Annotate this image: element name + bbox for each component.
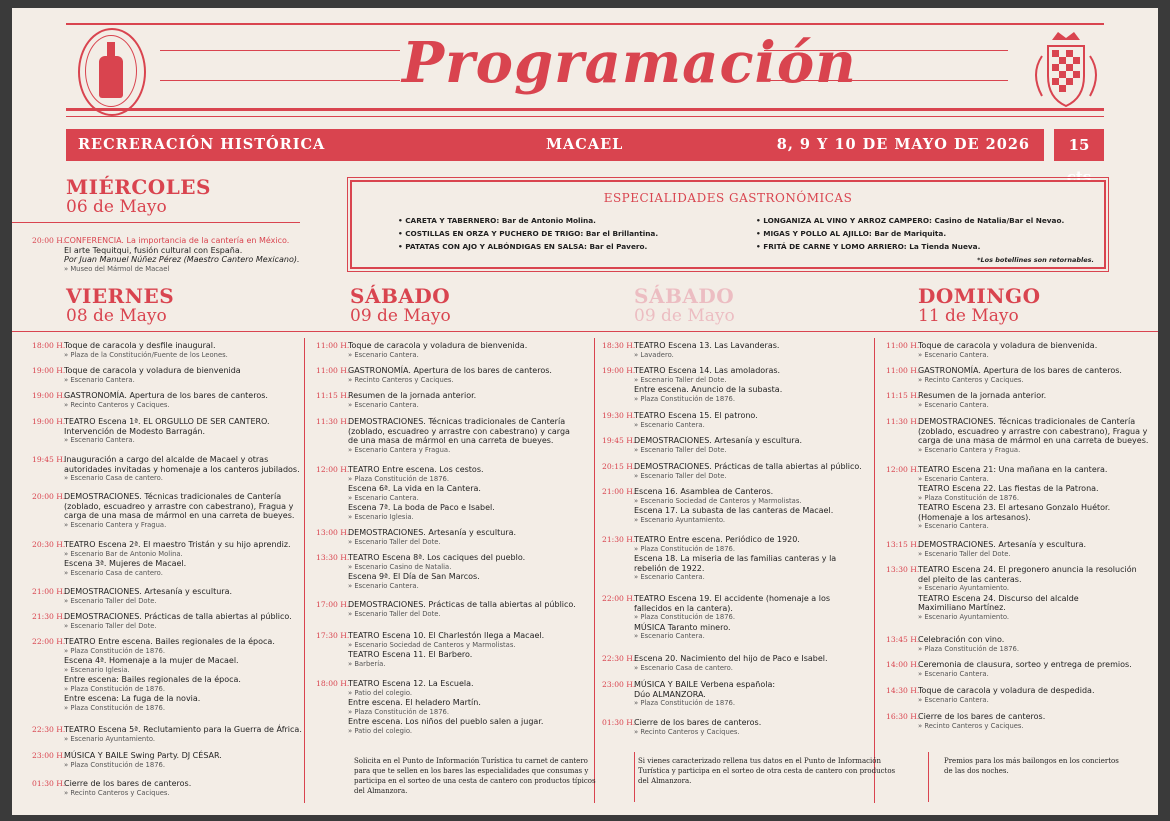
footer-line: del Almanzora. <box>638 777 692 785</box>
event-title: Resumen de la jornada anterior. <box>348 391 477 400</box>
event-title: TEATRO Escena 21: Una mañana en la cantera. <box>918 465 1108 474</box>
day-date-wednesday: 06 de Mayo <box>66 197 167 217</box>
event-time: 13:45 H. <box>886 635 920 644</box>
rule-under-title-thin <box>66 116 1104 117</box>
band-town: MACAEL <box>546 136 624 153</box>
day-name-saturday-faded: SÁBADO <box>634 284 735 308</box>
event-title: TEATRO Escena 15. El patrono. <box>634 411 758 420</box>
event-venue: » Escenario Casa de cantero. <box>634 663 733 672</box>
event-venue: » Escenario Cantera. <box>918 474 989 483</box>
gastro-item: • COSTILLAS EN ORZA Y PUCHERO DE TRIGO: Bar el Brillantina. <box>398 229 659 238</box>
days-rule <box>12 331 1158 332</box>
event-title: DEMOSTRACIONES. Técnicas tradicionales de Cantería <box>918 417 1136 426</box>
gastronomy-box <box>350 180 1106 269</box>
event-time: 21:30 H. <box>602 535 636 544</box>
gastro-item: • CARETA Y TABERNERO: Bar de Antonio Molina. <box>398 216 596 225</box>
event-time: 11:00 H. <box>316 366 350 375</box>
event-time: 18:00 H. <box>32 341 66 350</box>
rule-under-title <box>66 108 1104 111</box>
header-band <box>66 129 1044 161</box>
footer-line: Solicita en el Punto de Información Turística tu carnet de cantero <box>354 757 588 765</box>
event-title: TEATRO Escena 14. Las amoladoras. <box>634 366 781 375</box>
event-venue: » Escenario Sociedad de Canteros y Marmolistas. <box>634 496 802 505</box>
event-time: 01:30 H. <box>32 779 66 788</box>
event-title: Escena 3ª. Mujeres de Macael. <box>64 559 187 568</box>
event-title: DEMOSTRACIONES. Artesanía y escultura. <box>64 587 233 596</box>
event-venue: » Escenario Ayuntamiento. <box>918 612 1010 621</box>
event-time: 11:15 H. <box>886 391 920 400</box>
event-title: del pleito de las canteras. <box>918 574 1022 584</box>
event-title: Entre escena: Bailes regionales de la época. <box>64 675 241 684</box>
event-title: DEMOSTRACIONES. Prácticas de talla abiertas al público. <box>348 600 576 609</box>
event-title: Dúo ALMANZORA. <box>634 689 706 699</box>
event-venue: » Escenario Cantera. <box>348 493 419 502</box>
event-title: DEMOSTRACIONES. Prácticas de talla abiertas al público. <box>634 462 862 471</box>
event-title: TEATRO Entre escena. Bailes regionales de la época. <box>64 637 275 646</box>
event-time: 19:45 H. <box>32 455 66 464</box>
event-time: 22:30 H. <box>32 725 66 734</box>
event-title: TEATRO Escena 8ª. Los caciques del pueblo. <box>348 553 526 562</box>
event-title: Entre escena: La fuga de la novia. <box>64 694 201 703</box>
event-venue: » Recinto Canteros y Caciques. <box>918 375 1024 384</box>
gastronomy-title: ESPECIALIDADES GASTRONÓMICAS <box>603 191 853 205</box>
event-title: Toque de caracola y desfile inaugural. <box>64 341 216 350</box>
event-title: Entre escena. Anuncio de la subasta. <box>634 385 783 394</box>
event-venue: » Patio del colegio. <box>348 726 413 735</box>
event-venue: » Plaza Constitución de 1876. <box>918 644 1020 653</box>
event-title: TEATRO Escena 1ª. EL ORGULLO DE SER CANTERO. <box>64 417 270 426</box>
event-time: 20:15 H. <box>602 462 636 471</box>
event-venue: » Plaza Constitución de 1876. <box>634 699 736 707</box>
event-title: TEATRO Escena 11. El Barbero. <box>348 650 473 659</box>
event-venue: » Escenario Ayuntamiento. <box>918 584 1010 592</box>
event-title: MÚSICA Y BAILE Verbena española: <box>634 680 776 689</box>
event-title: Escena 18. La miseria de las familias canteras y la <box>634 554 837 563</box>
event-venue: » Plaza Constitución de 1876. <box>918 493 1020 502</box>
event-venue: » Escenario Taller del Dote. <box>348 609 441 618</box>
coat-of-arms-icon <box>1022 26 1110 114</box>
event-time: 11:15 H. <box>316 391 350 400</box>
event-venue: » Plaza Constitución de 1876. <box>64 684 166 693</box>
event-title: Entre escena. Los niños del pueblo salen a jugar. <box>348 717 544 726</box>
event-venue: » Recinto Canteros y Caciques. <box>64 788 170 797</box>
event-venue: » Escenario Cantera. <box>348 400 419 409</box>
event-venue: » Plaza Constitución de 1876. <box>634 394 736 403</box>
event-venue: » Escenario Taller del Dote. <box>634 445 727 454</box>
event-title: Resumen de la jornada anterior. <box>918 391 1047 400</box>
band-dates: 8, 9 Y 10 DE MAYO DE 2026 <box>776 136 1030 153</box>
event-title: TEATRO Escena 24. El pregonero anuncia la resolución <box>918 565 1137 574</box>
event-venue: » Recinto Canteros y Caciques. <box>634 727 740 736</box>
event-venue: » Escenario Sociedad de Canteros y Marmolistas. <box>348 640 516 649</box>
event-time: 14:30 H. <box>886 686 920 695</box>
event-venue: » Escenario Ayuntamiento. <box>634 515 726 524</box>
event-time: 19:00 H. <box>32 366 66 375</box>
event-title: GASTRONOMÍA. Apertura de los bares de canteros. <box>348 366 552 375</box>
event-venue: » Plaza Constitución de 1876. <box>348 474 450 483</box>
event-venue: » Recinto Canteros y Caciques. <box>64 400 170 409</box>
event-venue: » Plaza Constitución de 1876. <box>64 760 166 769</box>
footer-line: del Almanzora. <box>354 787 408 795</box>
event-title: fallecidos en la cantera). <box>634 603 733 613</box>
event-time: 11:30 H. <box>316 417 350 426</box>
footer-line: de las dos noches. <box>944 767 1009 775</box>
event-title: (Homenaje a los artesanos). <box>918 512 1031 522</box>
event-time: 21:30 H. <box>32 612 66 621</box>
event-time: 22:30 H. <box>602 654 636 663</box>
event-title: carga de una masa de mármol en una carreta de bueyes. <box>64 511 295 520</box>
footer-line: para que te sellen en los bares las especialidades que consumas y <box>354 767 589 775</box>
event-venue: » Escenario Bar de Antonio Molina. <box>64 549 183 558</box>
event-title: Ceremonia de clausura, sorteo y entrega de premios. <box>918 660 1132 669</box>
gastro-item: • PATATAS CON AJO Y ALBÓNDIGAS EN SALSA: Bar el Pavero. <box>398 242 648 251</box>
event-time: 23:00 H. <box>602 680 636 689</box>
event-time: 12:00 H. <box>886 465 920 474</box>
event-time: 22:00 H. <box>602 594 636 603</box>
event-venue: » Patio del colegio. <box>348 688 413 697</box>
event-title: Toque de caracola y voladura de bienvenida <box>64 366 241 375</box>
footer-line: Premios para los más bailongos en los conciertos <box>944 757 1119 765</box>
event-venue: » Escenario Taller del Dote. <box>64 596 157 605</box>
event-title: Cierre de los bares de canteros. <box>634 718 762 727</box>
event-venue: » Recinto Canteros y Caciques. <box>918 721 1024 730</box>
event-venue: » Escenario Cantera. <box>64 375 135 384</box>
event-title: TEATRO Entre escena. Los cestos. <box>348 465 484 474</box>
rule-left-2 <box>160 80 400 81</box>
event-venue: » Plaza Constitución de 1876. <box>634 613 736 621</box>
event-title: TEATRO Escena 19. El accidente (homenaje a los <box>634 594 831 603</box>
event-title: DEMOSTRACIONES. Artesanía y escultura. <box>634 436 803 445</box>
event-venue: » Escenario Casa de cantero. <box>64 568 163 577</box>
event-time: 20:30 H. <box>32 540 66 549</box>
event-title: (zoblado, escuadreo y arrastre con cabestrano), Fragua y <box>918 426 1148 436</box>
event-time: 21:00 H. <box>602 487 636 496</box>
top-rule <box>66 23 1104 25</box>
event-title: Celebración con vino. <box>918 635 1005 644</box>
event-venue: » Escenario Casa de cantero. <box>64 474 163 482</box>
event-venue: » Escenario Cantera y Fragua. <box>348 445 451 454</box>
event-time: 19:00 H. <box>32 391 66 400</box>
event-title: carga de una masa de mármol en una carreta de bueyes. <box>918 436 1149 445</box>
gastro-item: • LONGANIZA AL VINO Y ARROZ CAMPERO: Casino de Natalia/Bar el Nevao. <box>756 216 1065 225</box>
event-venue: » Escenario Cantera. <box>918 669 989 678</box>
event-venue: » Escenario Cantera. <box>348 581 419 590</box>
event-venue: » Escenario Taller del Dote. <box>634 471 727 480</box>
day-name-saturday: SÁBADO <box>350 284 451 308</box>
event-time: 12:00 H. <box>316 465 350 474</box>
event-title: TEATRO Escena 12. La Escuela. <box>348 679 474 688</box>
event-title: DEMOSTRACIONES. Artesanía y escultura. <box>918 540 1087 549</box>
event-venue: » Escenario Cantera. <box>918 695 989 704</box>
gastro-item: • MIGAS Y POLLO AL AJILLO: Bar de Mariquita. <box>756 229 947 238</box>
column-separator <box>594 338 595 803</box>
event-venue: » Escenario Cantera y Fragua. <box>64 520 167 529</box>
column-separator <box>874 338 875 803</box>
footer-line: participa en el sorteo de una cesta de cantero con productos típicos <box>354 777 596 785</box>
event-time: 19:00 H. <box>32 417 66 426</box>
program-sheet <box>12 8 1158 815</box>
event-time: 11:30 H. <box>886 417 920 426</box>
footer-note-costume <box>638 756 895 786</box>
event-title: TEATRO Escena 13. Las Lavanderas. <box>634 341 780 350</box>
footer-note-dance <box>944 756 1119 776</box>
column-separator <box>928 752 929 802</box>
event-venue: » Escenario Iglesia. <box>348 512 414 521</box>
event-venue: » Escenario Taller del Dote. <box>348 537 441 546</box>
event-venue: » Escenario Cantera. <box>918 400 989 409</box>
column-separator <box>304 338 305 803</box>
event-title: MÚSICA Y BAILE Swing Party. DJ CÉSAR. <box>64 751 222 760</box>
wednesday-rule <box>12 222 300 223</box>
event-time: 18:30 H. <box>602 341 636 350</box>
event-title: TEATRO Escena 23. El artesano Gonzalo Huétor. <box>918 503 1111 512</box>
event-time: 16:30 H. <box>886 712 920 721</box>
event-venue: » Escenario Casino de Natalia. <box>348 562 452 571</box>
day-date-friday: 08 de Mayo <box>66 306 167 326</box>
event-venue: » Museo del Mármol de Macael <box>64 264 170 273</box>
event-title: Toque de caracola y voladura de bienvenida. <box>918 341 1098 350</box>
event-title: TEATRO Entre escena. Periódico de 1920. <box>634 535 800 544</box>
day-date-saturday-faded: 09 de Mayo <box>634 306 735 326</box>
event-title: GASTRONOMÍA. Apertura de los bares de canteros. <box>918 366 1122 375</box>
event-venue: » Escenario Cantera. <box>348 350 419 359</box>
gastro-note: *Los botellines son retornables. <box>977 256 1094 264</box>
event-venue: » Escenario Cantera. <box>634 632 705 640</box>
event-title: CONFERENCIA. La importancia de la cantería en México. <box>64 236 290 245</box>
event-title: Escena 9ª. El Día de San Marcos. <box>348 572 480 581</box>
event-venue: » Escenario Cantera. <box>918 350 989 359</box>
event-title: Cierre de los bares de canteros. <box>918 712 1046 721</box>
event-venue: » Recinto Canteros y Caciques. <box>348 375 454 384</box>
event-title: DEMOSTRACIONES. Técnicas tradicionales de Cantería <box>348 417 566 426</box>
price-badge: 15 cts <box>1054 129 1104 161</box>
event-title: Toque de caracola y voladura de despedida. <box>918 686 1095 695</box>
event-title: Escena 20. Nacimiento del hijo de Paco e Isabel. <box>634 654 828 663</box>
footer-note-stamp-card <box>354 756 596 796</box>
event-venue: » Escenario Cantera y Fragua. <box>918 445 1021 454</box>
event-title: rebelión de 1922. <box>634 563 705 573</box>
band-left-text: RECRERACIÓN HISTÓRICA <box>78 136 326 153</box>
event-title: TEATRO Escena 10. El Charlestón llega a Macael. <box>348 631 545 640</box>
event-time: 17:30 H. <box>316 631 350 640</box>
gastro-item: • FRITÁ DE CARNE Y LOMO ARRIERO: La Tienda Nueva. <box>756 242 981 251</box>
event-time: 19:00 H. <box>602 366 636 375</box>
event-speaker: Por Juan Manuel Núñez Pérez (Maestro Cantero Mexicano). <box>64 255 300 264</box>
event-title: Escena 7ª. La boda de Paco e Isabel. <box>348 503 495 512</box>
event-venue: » Lavadero. <box>634 350 674 359</box>
event-time: 14:00 H. <box>886 660 920 669</box>
day-name-wednesday: MIÉRCOLES <box>66 175 211 199</box>
event-title: DEMOSTRACIONES. Prácticas de talla abiertas al público. <box>64 612 292 621</box>
event-time: 20:00 H. <box>32 492 66 501</box>
day-date-saturday: 09 de Mayo <box>350 306 451 326</box>
event-time: 23:00 H. <box>32 751 66 760</box>
event-venue: » Barbería. <box>348 659 386 668</box>
event-title: autoridades invitadas y homenaje a los canteros jubilados. <box>64 464 300 474</box>
footer-line: Si vienes caracterizado rellena tus datos en el Punto de Información <box>638 757 882 765</box>
event-title: Maximiliano Martínez. <box>918 603 1006 612</box>
event-title: Inauguración a cargo del alcalde de Macael y otras <box>64 455 269 464</box>
event-title: DEMOSTRACIONES. Artesanía y escultura. <box>348 528 517 537</box>
event-title: Escena 6ª. La vida en la Cantera. <box>348 484 481 493</box>
event-title: TEATRO Escena 5ª. Reclutamiento para la Guerra de África. <box>64 725 302 734</box>
footer-line: Turística y participa en el sorteo de otra cesta de cantero con productos <box>638 767 896 775</box>
event-time: 13:30 H. <box>316 553 350 562</box>
event-venue: » Escenario Cantera. <box>634 420 705 429</box>
event-venue: » Escenario Cantera. <box>918 522 989 530</box>
event-venue: » Escenario Taller del Dote. <box>64 621 157 630</box>
day-date-sunday: 11 de Mayo <box>918 306 1019 326</box>
event-venue: » Escenario Ayuntamiento. <box>64 734 156 743</box>
event-time: 19:30 H. <box>602 411 636 420</box>
event-title: Escena 4ª. Homenaje a la mujer de Macael. <box>64 656 239 665</box>
event-time: 13:30 H. <box>886 565 920 574</box>
event-title: Cierre de los bares de canteros. <box>64 779 192 788</box>
page-title: Programación <box>402 30 857 96</box>
event-venue: » Escenario Cantera. <box>64 436 135 444</box>
event-time: 19:45 H. <box>602 436 636 445</box>
event-venue: » Escenario Taller del Dote. <box>918 549 1011 558</box>
event-venue: » Plaza Constitución de 1876. <box>64 703 166 712</box>
event-title: TEATRO Escena 2ª. El maestro Tristán y su hijo aprendiz. <box>64 540 291 549</box>
event-venue: » Plaza Constitución de 1876. <box>348 707 450 716</box>
rule-left-1 <box>160 50 400 51</box>
event-title: Escena 17. La subasta de las canteras de Macael. <box>634 506 834 515</box>
day-name-friday: VIERNES <box>66 284 175 308</box>
wine-bottle-seal-icon <box>78 28 146 116</box>
event-time: 11:00 H. <box>886 366 920 375</box>
event-venue: » Plaza Constitución de 1876. <box>634 544 736 553</box>
event-title: Toque de caracola y voladura de bienvenida. <box>348 341 528 350</box>
event-title: Intervención de Modesto Barragán. <box>64 426 206 436</box>
event-time: 20:00 H. <box>32 236 66 245</box>
event-title: (zoblado, escuadreo y arrastre con cabestrano) y carga <box>348 426 570 436</box>
event-venue: » Escenario Cantera. <box>634 573 705 581</box>
event-title: DEMOSTRACIONES. Técnicas tradicionales de Cantería <box>64 492 282 501</box>
event-time: 13:15 H. <box>886 540 920 549</box>
event-venue: » Plaza de la Constitución/Fuente de los Leones. <box>64 350 228 359</box>
event-title: Escena 16. Asamblea de Canteros. <box>634 487 774 496</box>
event-title: TEATRO Escena 24. Discurso del alcalde <box>918 593 1079 603</box>
day-name-sunday: DOMINGO <box>918 284 1041 308</box>
event-subtitle: El arte Tequitqui, fusión cultural con España. <box>64 245 243 255</box>
event-title: de una masa de mármol en una carreta de bueyes. <box>348 436 554 445</box>
event-time: 21:00 H. <box>32 587 66 596</box>
event-time: 01:30 H. <box>602 718 636 727</box>
event-time: 11:00 H. <box>886 341 920 350</box>
event-time: 11:00 H. <box>316 341 350 350</box>
event-title: TEATRO Escena 22. Las fiestas de la Patrona. <box>918 484 1099 493</box>
event-title: MÚSICA Taranto minero. <box>634 622 731 632</box>
event-title: (zoblado, escuadreo y arrastre con cabestrano), Fragua y <box>64 501 294 511</box>
event-title: GASTRONOMÍA. Apertura de los bares de canteros. <box>64 391 268 400</box>
event-venue: » Escenario Taller del Dote. <box>634 375 727 384</box>
column-separator <box>634 752 635 802</box>
event-time: 17:00 H. <box>316 600 350 609</box>
event-time: 13:00 H. <box>316 528 350 537</box>
event-venue: » Escenario Iglesia. <box>64 665 130 674</box>
event-title: Entre escena. El heladero Martín. <box>348 698 481 707</box>
event-time: 22:00 H. <box>32 637 66 646</box>
event-time: 18:00 H. <box>316 679 350 688</box>
event-venue: » Plaza Constitución de 1876. <box>64 646 166 655</box>
